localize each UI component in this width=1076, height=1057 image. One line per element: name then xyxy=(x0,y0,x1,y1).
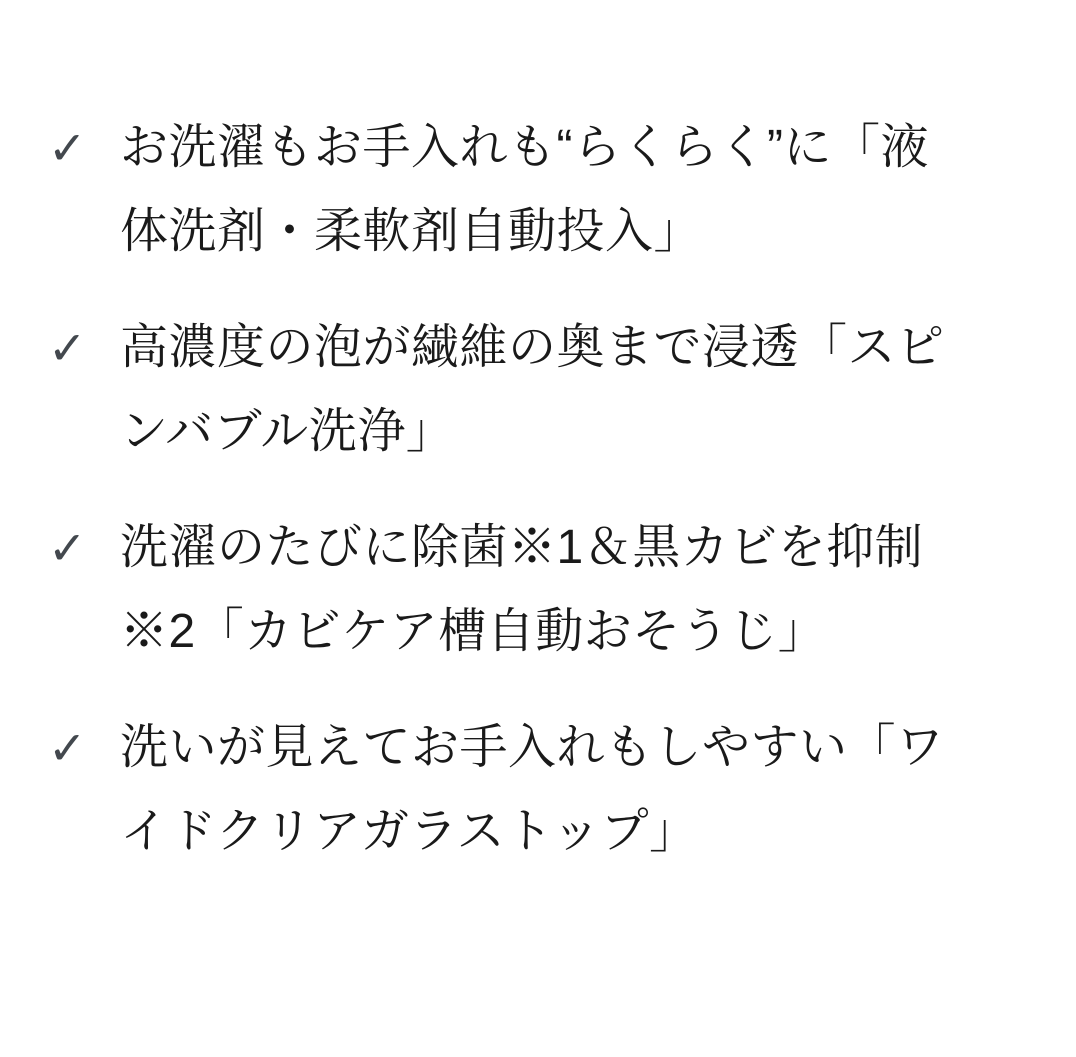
check-icon: ✓ xyxy=(48,321,87,375)
check-icon: ✓ xyxy=(48,521,87,575)
feature-text xyxy=(120,306,945,474)
feature-item-auto-dispense xyxy=(48,106,1046,274)
feature-text-line: ※2「カビケア槽自動おそうじ」 xyxy=(120,605,827,658)
feature-text-line: 高濃度の泡が繊維の奥まで浸透「スピ xyxy=(120,321,945,374)
feature-text-line: お洗濯もお手入れも“らくらく”に「液 xyxy=(120,121,929,174)
feature-text xyxy=(120,706,945,874)
check-icon: ✓ xyxy=(48,721,87,775)
feature-text xyxy=(120,106,929,274)
feature-item-mold-care xyxy=(48,506,1046,674)
feature-text xyxy=(120,506,923,674)
feature-text-line: ンバブル洗浄」 xyxy=(120,405,455,458)
feature-item-glass-top xyxy=(48,706,1046,874)
feature-text-line: イドクリアガラストップ」 xyxy=(120,805,698,858)
feature-text-line: 洗濯のたびに除菌※1＆黒カビを抑制 xyxy=(120,521,924,574)
feature-item-spin-bubble xyxy=(48,306,1046,474)
feature-text-line: 洗いが見えてお手入れもしやすい「ワ xyxy=(120,721,945,774)
feature-text-line: 体洗剤・柔軟剤自動投入」 xyxy=(120,205,703,258)
check-icon: ✓ xyxy=(48,121,87,175)
